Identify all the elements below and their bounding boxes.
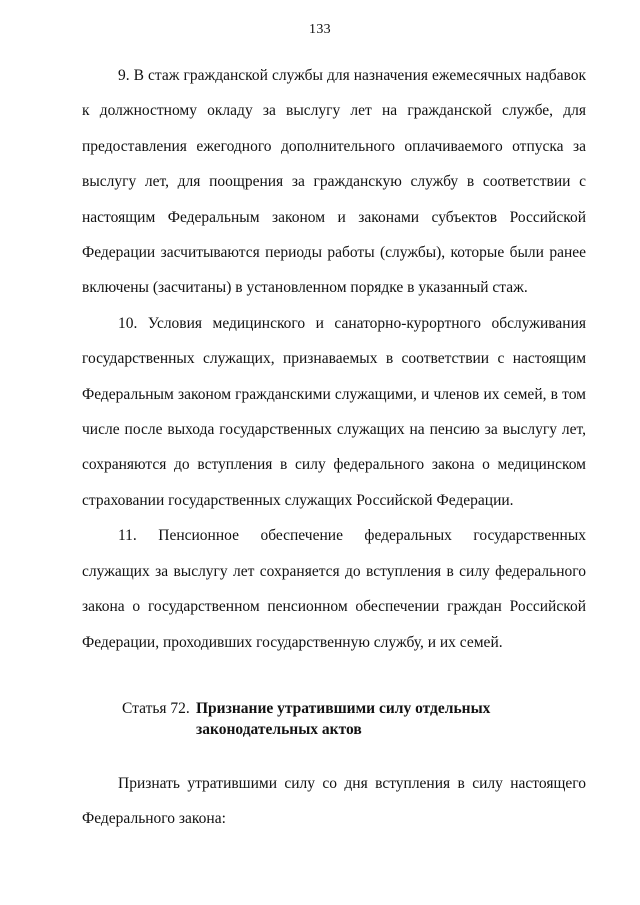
closing-paragraph: Признать утратившими силу со дня вступления в силу настоящего Федерального закона: (82, 775, 586, 828)
paragraph-11: 11. Пенсионное обеспечение федеральных государственных служащих за выслугу лет сохраняется до вступления в силу федерального закона о государственном пенсионном обеспечении граждан Российской Федерации, проходивших государственную службу, и их семей. (82, 527, 586, 651)
article-title-line-1: Признание утратившими силу отдельных (196, 700, 491, 717)
paragraph-10: 10. Условия медицинского и санаторно-курортного обслуживания государственных служащих, признаваемых в соответствии с настоящим Федеральным законом гражданскими служащими, и членов их семей, в том числе после выхода государственных служащих на пенсию за выслугу лет, сохраняются до вступления в силу федерального закона о медицинском страховании государственных служащих Российской Федерации. (82, 314, 586, 509)
page-number: 133 (309, 22, 331, 37)
article-title-line-2: законодательных актов (196, 721, 362, 738)
article-heading (122, 698, 592, 740)
document-body (82, 58, 586, 660)
paragraph-9: 9. В стаж гражданской службы для назначения ежемесячных надбавок к должностному окладу за выслугу лет на гражданской службе, для предоставления ежегодного дополнительного оплачиваемого отпуска за выслугу лет, для поощрения за гражданскую службу в соответствии с настоящим Федеральным законом и законами субъектов Российской Федерации засчитываются периоды работы (службы), которые были ранее включены (засчитаны) в установленном порядке в указанный стаж. (82, 67, 586, 297)
article-number: Статья 72. (122, 700, 190, 717)
article-indent-spacer (122, 719, 196, 740)
closing-section (82, 766, 586, 837)
